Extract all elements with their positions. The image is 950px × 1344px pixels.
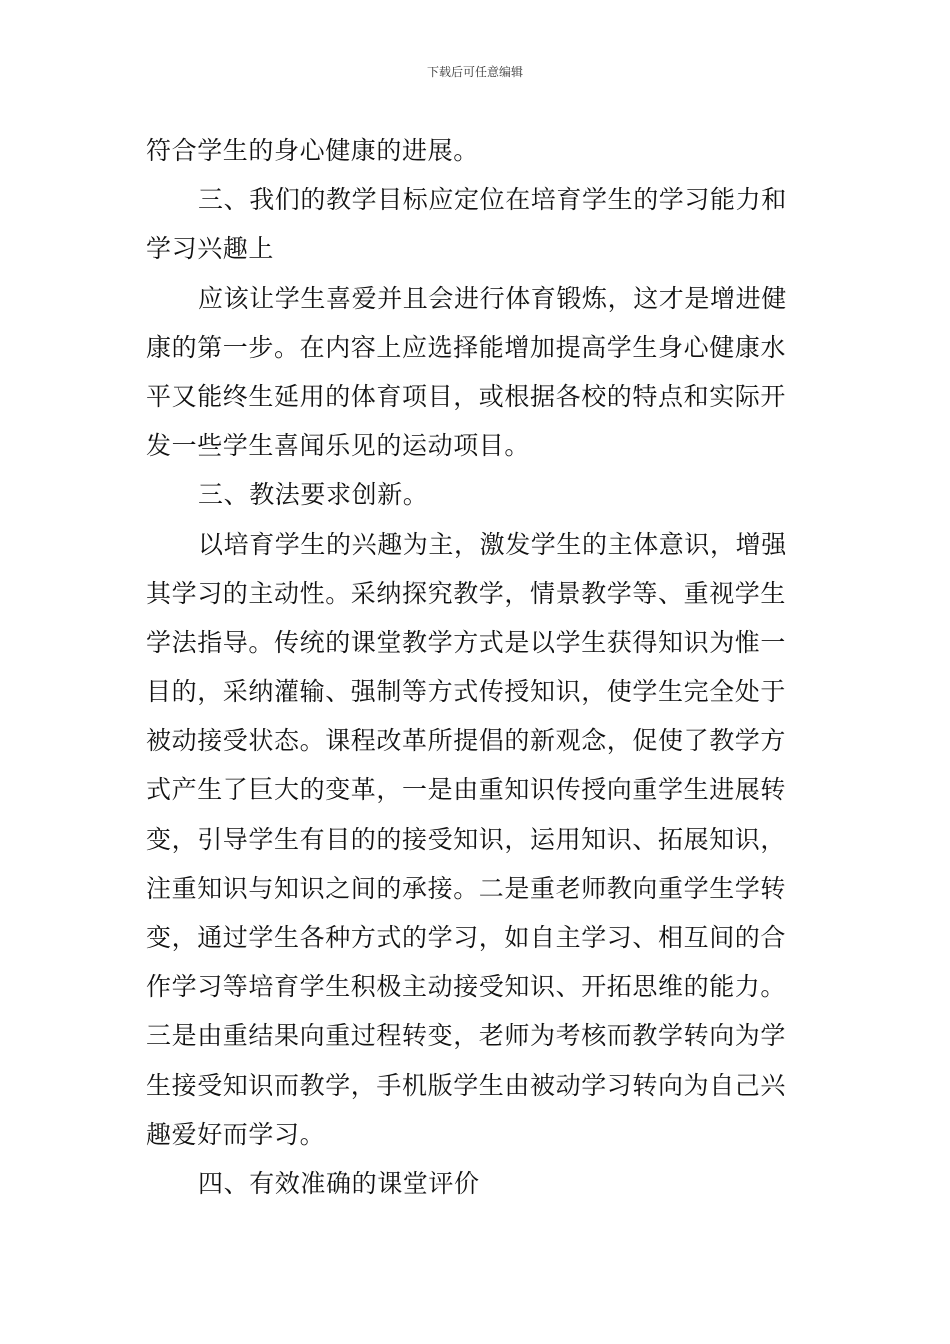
text-line: 作学习等培育学生积极主动接受知识、开拓思维的能力。	[146, 972, 787, 1002]
body-text	[146, 126, 808, 1208]
text-line: 平又能终生延用的体育项目，或根据各校的特点和实际开	[146, 381, 787, 411]
text-line: 三是由重结果向重过程转变，老师为考核而教学转向为学	[146, 1021, 787, 1051]
text-line: 目的，采纳灌输、强制等方式传授知识，使学生完全处于	[146, 677, 787, 707]
text-line: 趣爱好而学习。	[146, 1119, 326, 1149]
text-line: 其学习的主动性。采纳探究教学，情景教学等、重视学生	[146, 578, 787, 608]
text-line: 学法指导。传统的课堂教学方式是以学生获得知识为惟一	[146, 627, 787, 657]
text-line: 四、有效准确的课堂评价	[198, 1168, 480, 1198]
text-line: 发一些学生喜闻乐见的运动项目。	[146, 431, 531, 461]
text-line: 被动接受状态。课程改革所提倡的新观念，促使了教学方	[146, 726, 787, 756]
text-line: 三、我们的教学目标应定位在培育学生的学习能力和	[198, 185, 787, 215]
text-line: 符合学生的身心健康的进展。	[146, 136, 479, 165]
text-line: 变，通过学生各种方式的学习，如自主学习、相互间的合	[146, 923, 787, 952]
text-line: 变，引导学生有目的的接受知识，运用知识、拓展知识，	[146, 824, 787, 854]
text-line: 以培育学生的兴趣为主，激发学生的主体意识，增强	[198, 529, 787, 559]
text-line: 学习兴趣上	[146, 234, 275, 264]
header-note: 下载后可任意编辑	[426, 65, 523, 79]
text-line: 生接受知识而教学，手机版学生由被动学习转向为自己兴	[146, 1070, 787, 1100]
text-line: 三、教法要求创新。	[198, 480, 429, 510]
text-line: 注重知识与知识之间的承接。二是重老师教向重学生学转	[146, 873, 787, 903]
text-line: 康的第一步。在内容上应选择能增加提高学生身心健康水	[146, 332, 787, 362]
text-line: 应该让学生喜爱并且会进行体育锻炼，这才是增进健	[198, 283, 787, 313]
text-line: 式产生了巨大的变革，一是由重知识传授向重学生进展转	[146, 775, 787, 805]
